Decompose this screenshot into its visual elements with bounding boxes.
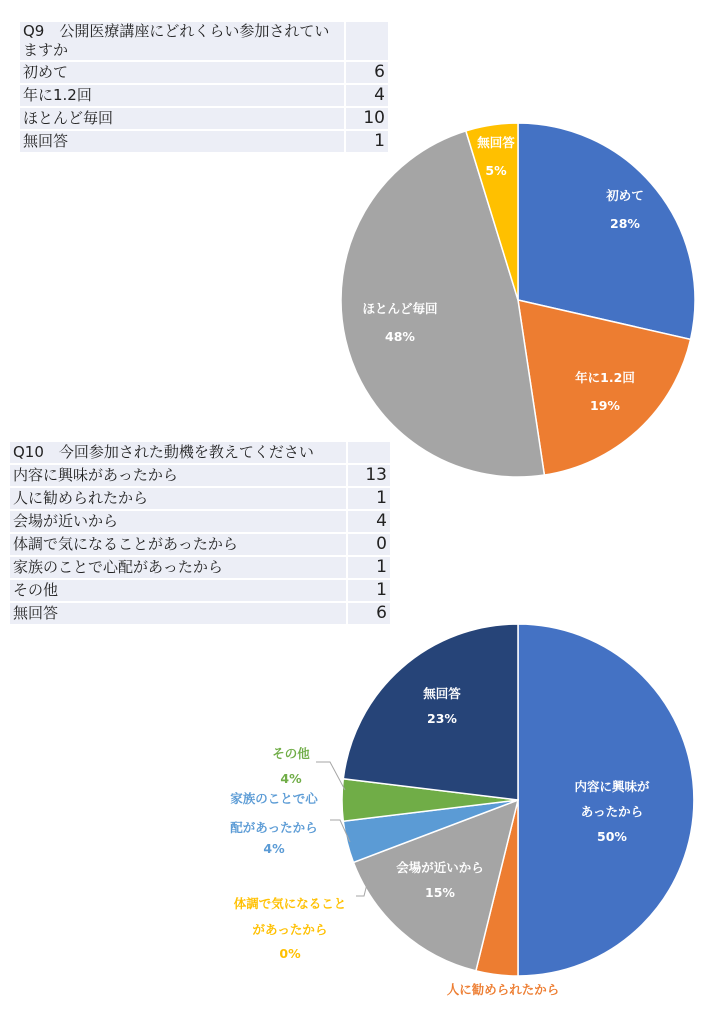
slice-percent: 0% (279, 946, 301, 961)
slice-percent: 23% (427, 711, 457, 726)
slice-label: があったから (252, 922, 328, 937)
slice-percent: 48% (385, 329, 415, 344)
q10-row-value: 6 (346, 603, 390, 626)
q9-row-label: 年に1.2回 (20, 85, 344, 108)
q10-row-value: 4 (346, 511, 390, 534)
q10-row-label: その他 (10, 580, 346, 603)
q9-row-label: 初めて (20, 62, 344, 85)
q10-row-value: 1 (346, 580, 390, 603)
slice-label: 体調で気になること (233, 896, 347, 911)
q10-row-value: 1 (346, 557, 390, 580)
slice-percent: 19% (590, 398, 620, 413)
slice-label: 会場が近いから (396, 860, 484, 875)
q10-row-label: 内容に興味があったから (10, 465, 346, 488)
q9-row-value: 1 (344, 131, 388, 154)
slice-label: その他 (272, 746, 310, 761)
q10-row-label: 無回答 (10, 603, 346, 626)
q9-row-label: ほとんど毎回 (20, 108, 344, 131)
slice-label: ほとんど毎回 (362, 301, 438, 316)
q9-row-label: 無回答 (20, 131, 344, 154)
slice-percent: 4% (263, 841, 285, 856)
slice-percent: 28% (610, 216, 640, 231)
slice-label: 内容に興味が (574, 779, 650, 794)
slice-label: 初めて (606, 188, 644, 203)
q10-row-value: 13 (346, 465, 390, 488)
q10-question: Q10 今回参加された動機を教えてください (10, 442, 346, 465)
q10-row-label: 人に勧められたから (10, 488, 346, 511)
slice-percent: 4% (280, 771, 302, 786)
q10-row-value: 0 (346, 534, 390, 557)
slice-label: 家族のことで心 (230, 791, 318, 806)
q9-row-value: 4 (344, 85, 388, 108)
q9-question: Q9 公開医療講座にどれくらい参加されていますか (20, 22, 344, 62)
slice-label: 無回答 (423, 686, 461, 701)
q10-row-label: 家族のことで心配があったから (10, 557, 346, 580)
q10-row-label: 会場が近いから (10, 511, 346, 534)
q9-row-value: 10 (344, 108, 388, 131)
slice-label: 無回答 (477, 135, 515, 150)
slice-percent: 15% (425, 885, 455, 900)
leader-line (316, 762, 345, 790)
q10-pie-chart (230, 624, 694, 997)
slice-percent: 50% (597, 829, 627, 844)
slice-label: あったから (580, 804, 644, 819)
q10-row-value: 1 (346, 488, 390, 511)
q9-row-value: 6 (344, 62, 388, 85)
q9-pie-chart (341, 123, 695, 477)
slice-percent: 5% (485, 163, 507, 178)
slice-label: 人に勧められたから (446, 982, 560, 997)
slice-label: 配があったから (230, 820, 318, 835)
q10-row-label: 体調で気になることがあったから (10, 534, 346, 557)
pie-slice-0 (518, 624, 694, 976)
slice-label: 年に1.2回 (575, 370, 635, 385)
